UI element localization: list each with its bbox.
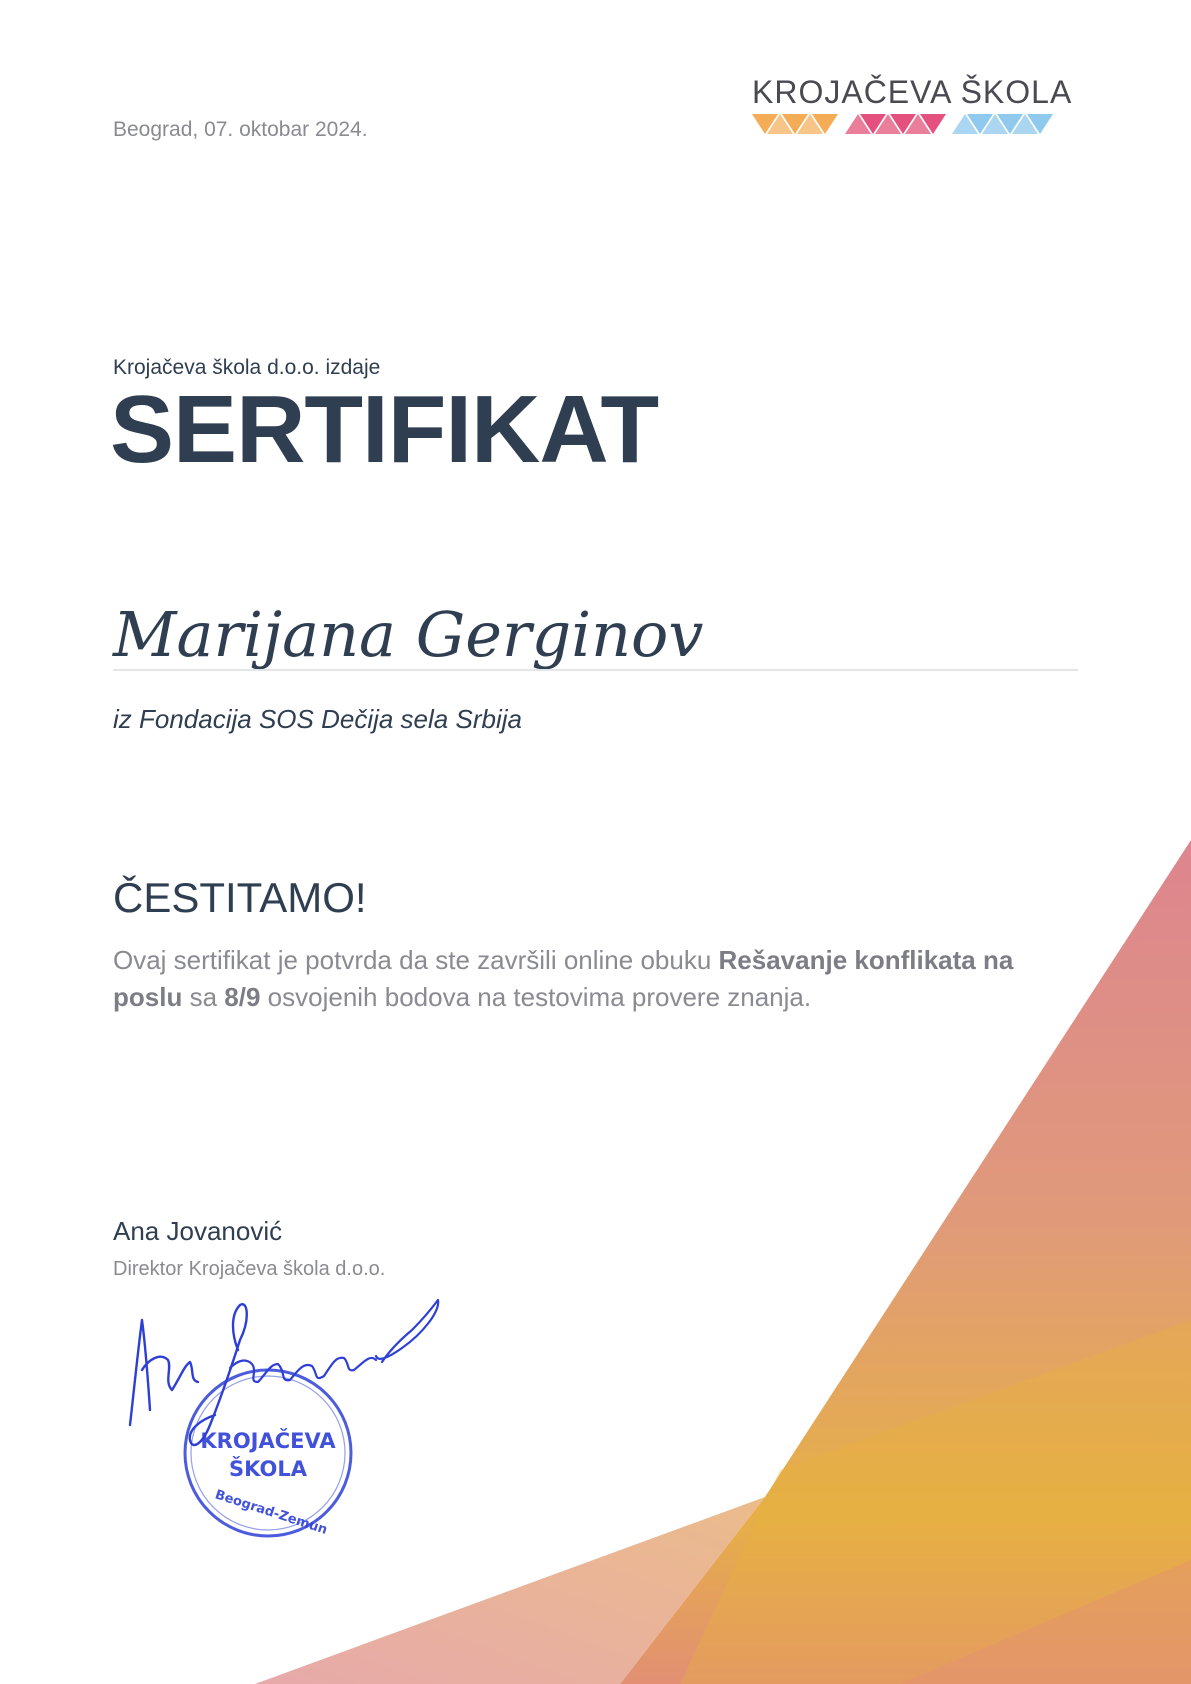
signatory-name: Ana Jovanović — [113, 1216, 283, 1246]
certificate-body-text — [113, 942, 1033, 1016]
school-logo — [752, 76, 1082, 136]
recipient-organization: iz Fondacija SOS Dečija sela Srbija — [113, 704, 522, 734]
body-text-connector: sa — [182, 982, 225, 1012]
name-underline — [113, 669, 1078, 671]
logo-text: KROJAČEVA ŠKOLA — [752, 74, 1073, 110]
issue-date: Beograd, 07. oktobar 2024. — [113, 118, 368, 141]
body-text-intro: Ovaj sertifikat je potvrda da ste završili online obuku — [113, 945, 719, 975]
congratulations-heading: ČESTITAMO! — [113, 874, 367, 921]
logo-triangles-icon — [752, 114, 1078, 136]
signatory-role: Direktor Krojačeva škola d.o.o. — [113, 1258, 386, 1280]
certificate-title: SERTIFIKAT — [110, 376, 659, 483]
body-text-outro: osvojenih bodova na testovima provere znanja. — [267, 982, 812, 1012]
signature-and-stamp-image — [120, 1290, 450, 1550]
stamp-text-line-2: ŠKOLA — [229, 1457, 307, 1481]
course-name: Rešavanje konflikata na poslu — [113, 945, 1014, 1012]
recipient-name: Marijana Gerginov — [113, 598, 704, 671]
stamp-text-line-3: Beograd-Zemun — [213, 1487, 330, 1538]
issuer-line: Krojačeva škola d.o.o. izdaje — [113, 356, 381, 379]
stamp-text-line-1: KROJAČEVA — [200, 1429, 336, 1453]
score: 8/9 — [224, 982, 261, 1012]
